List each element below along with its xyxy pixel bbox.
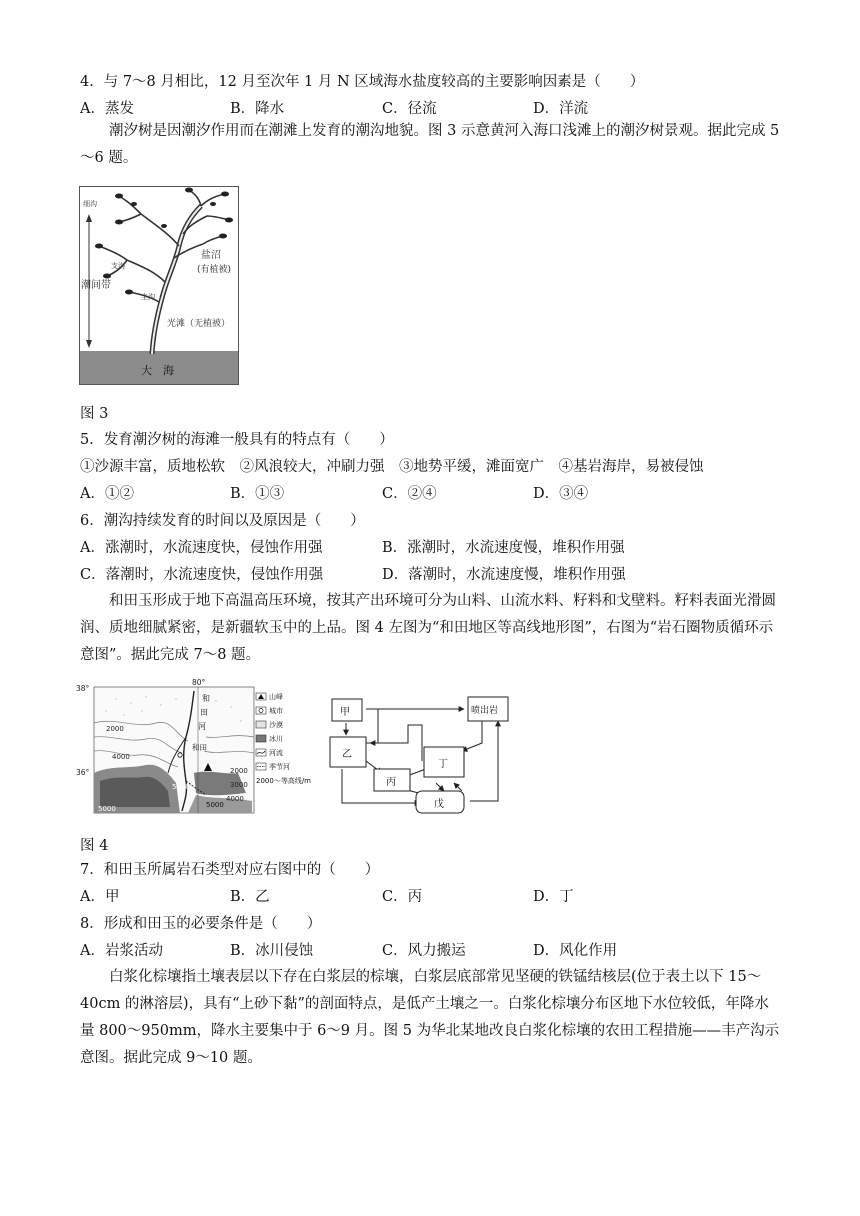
map-contour-8: 5000 xyxy=(98,805,116,813)
legend-city: 城市 xyxy=(269,707,283,715)
label-xigou: 细沟 xyxy=(83,200,97,208)
q8-option-c: C．风力搬运 xyxy=(382,943,466,959)
map-contour-5: 4000 xyxy=(226,795,244,803)
q5-statements: ①沙源丰富，质地松软 ②风浪较大，冲刷力强 ③地势平缓，滩面宽广 ④基岩海岸，易被侵蚀 xyxy=(80,459,704,475)
cycle-node-wu: 戊 xyxy=(434,799,444,810)
map-lat-bottom: 36° xyxy=(76,768,90,777)
legend-river: 河流 xyxy=(269,749,283,757)
q4-option-c: C．径流 xyxy=(382,101,437,117)
figure-4-caption: 图 4 xyxy=(80,838,109,854)
label-youzhibei: (有植被) xyxy=(197,265,232,275)
legend-desert: 沙漠 xyxy=(269,721,283,729)
q4-option-d: D．洋流 xyxy=(533,101,589,117)
label-zhigou: 支沟 xyxy=(111,262,125,270)
q7-stem: 7．和田玉所属岩石类型对应右图中的（ ） xyxy=(80,862,380,878)
q8-option-d: D．风化作用 xyxy=(533,943,618,959)
figure-3-tidal-tree xyxy=(79,186,239,386)
map-contour-7: 5000 xyxy=(206,801,224,809)
q4-option-b: B．降水 xyxy=(230,101,285,117)
intro-5-6: 潮汐树是因潮汐作用而在潮滩上发育的潮沟地貌。图 3 示意黄河入海口浅滩上的潮汐树景观。据此完成 5～6 题。 xyxy=(80,123,780,166)
cycle-node-jia: 甲 xyxy=(340,707,350,718)
map-river-char-2: 田 xyxy=(200,708,208,717)
q6-option-a: A．涨潮时，水流速度快，侵蚀作用强 xyxy=(80,540,323,556)
legend-contour: 2000～等高线/m xyxy=(256,777,311,785)
map-lat-top: 38° xyxy=(76,684,90,693)
cycle-node-ding: 丁 xyxy=(438,759,448,770)
q5-option-d: D．③④ xyxy=(533,486,589,502)
map-contour-4: 3000 xyxy=(230,781,248,789)
q7-option-b: B．乙 xyxy=(230,889,270,905)
q5-option-c: C．②④ xyxy=(382,486,437,502)
figure-3-caption: 图 3 xyxy=(80,406,109,422)
cycle-node-bing: 丙 xyxy=(386,777,396,788)
label-chaojiandai: 潮间带 xyxy=(81,280,111,291)
map-river-char-1: 和 xyxy=(202,694,210,703)
q6-option-c: C．落潮时，水流速度快，侵蚀作用强 xyxy=(80,567,324,583)
q4-stem: 4．与 7～8 月相比，12 月至次年 1 月 N 区域海水盐度较高的主要影响因素是（ ） xyxy=(80,74,645,90)
intro-7-8: 和田玉形成于地下高温高压环境，按其产出环境可分为山料、山流水料、籽料和戈壁料。籽料表面光滑圆润、质地细腻紧密，是新疆软玉中的上品。图 4 左图为“和田地区等高线地形图”，右图为“岩石圈物质循环示意图”。据此完成 7～8 题。 xyxy=(80,593,776,663)
q6-option-d: D．落潮时，水流速度慢，堆积作用强 xyxy=(382,567,626,583)
q7-option-a: A．甲 xyxy=(80,889,120,905)
figure-4-hotan-map xyxy=(76,677,322,817)
q8-stem: 8．形成和田玉的必要条件是（ ） xyxy=(80,916,322,932)
label-zhugou: 主沟 xyxy=(141,293,155,301)
map-river-char-3: 河 xyxy=(198,722,206,731)
map-lon: 80° xyxy=(192,678,206,687)
map-legend xyxy=(256,692,311,785)
q8-option-a: A．岩浆活动 xyxy=(80,943,163,959)
label-dahai: 大 海 xyxy=(141,364,174,377)
legend-glacier: 冰川 xyxy=(269,735,283,743)
legend-seasonal-river: 季节河 xyxy=(269,763,290,771)
q4-option-a: A．蒸发 xyxy=(80,101,134,117)
label-guangtan: 光滩（无植被） xyxy=(167,319,231,329)
map-city-label: 和田 xyxy=(192,743,207,752)
label-yanzhao: 盐沼 xyxy=(201,250,221,261)
q8-option-b: B．冰川侵蚀 xyxy=(230,943,314,959)
map-contour-2: 4000 xyxy=(112,753,130,761)
intro-9-10: 白浆化棕壤指土壤表层以下存在白浆层的棕壤，白浆层底部常见坚硬的铁锰结核层(位于表土以下 15～40cm 的淋溶层)，具有“上砂下黏”的剖面特点，是低产土壤之一。白浆化棕壤分布区地下水位较低，年降水量 800～950mm，降水主要集中于 6～9 月。图 5 为华北某地改良白浆化棕壤的农田工程措施——丰产沟示意图。据此完成 9～10 题。 xyxy=(80,969,780,1066)
q6-stem: 6．潮沟持续发育的时间以及原因是（ ） xyxy=(80,513,365,529)
q7-option-c: C．丙 xyxy=(382,889,423,905)
map-contour-1: 2000 xyxy=(106,725,124,733)
q5-option-a: A．①② xyxy=(80,486,134,502)
cycle-node-yi: 乙 xyxy=(342,749,352,760)
legend-peak: 山峰 xyxy=(269,693,283,701)
cycle-node-penchuyan: 喷出岩 xyxy=(471,706,499,716)
q7-option-d: D．丁 xyxy=(533,889,574,905)
figure-4-rock-cycle xyxy=(322,677,512,817)
map-contour-6: 5000 xyxy=(172,783,190,791)
q6-option-b: B．涨潮时，水流速度慢，堆积作用强 xyxy=(382,540,625,556)
q5-option-b: B．①③ xyxy=(230,486,285,502)
map-contour-3: 2000 xyxy=(230,767,248,775)
q5-stem: 5．发育潮汐树的海滩一般具有的特点有（ ） xyxy=(80,432,394,448)
